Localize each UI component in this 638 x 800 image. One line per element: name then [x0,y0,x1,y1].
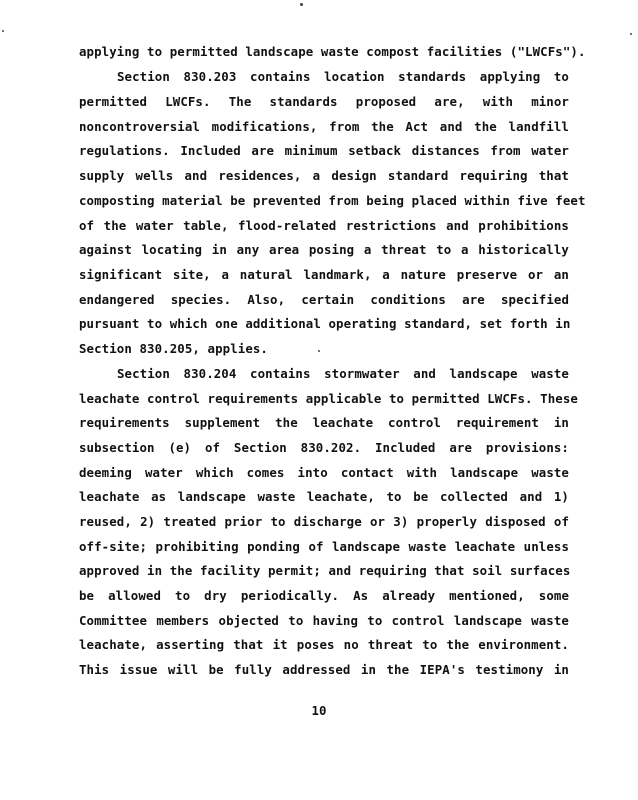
text-line: of the water table, flood-related restrictions and prohibitions [79,218,569,233]
text-line: leachate as landscape waste leachate, to be collected and 1) [79,489,569,504]
text-line: be allowed to dry periodically. As already mentioned, some [79,588,569,603]
text-line: applying to permitted landscape waste compost facilities ("LWCFs"). [79,44,586,59]
text-line: supply wells and residences, a design standard requiring that [79,168,569,183]
text-line: reused, 2) treated prior to discharge or 3) properly disposed of [79,514,569,529]
text-line: approved in the facility permit; and requiring that soil surfaces [79,563,571,578]
text-line: Section 830.204 contains stormwater and landscape waste [117,366,569,381]
text-line: Committee members objected to having to control landscape waste [79,613,569,628]
scan-speck [630,33,632,35]
text-line: leachate control requirements applicable to permitted LWCFs. These [79,391,578,406]
text-line: This issue will be fully addressed in the IEPA's testimony in [79,662,569,677]
text-line: leachate, asserting that it poses no threat to the environment. [79,637,569,652]
page-number: 10 [311,703,327,718]
text-line: subsection (e) of Section 830.202. Included are provisions: [79,440,569,455]
scan-speck [2,30,4,32]
text-line: pursuant to which one additional operating standard, set forth in [79,316,571,331]
text-line: against locating in any area posing a threat to a historically [79,242,569,257]
text-line: deeming water which comes into contact with landscape waste [79,465,569,480]
text-line: Section 830.205, applies. [79,341,268,356]
text-line: Section 830.203 contains location standards applying to [117,69,569,84]
text-line: off-site; prohibiting ponding of landscape waste leachate unless [79,539,569,554]
scan-speck [318,350,320,352]
text-line: permitted LWCFs. The standards proposed are, with minor [79,94,569,109]
text-line: significant site, a natural landmark, a nature preserve or an [79,267,569,282]
text-line: requirements supplement the leachate control requirement in [79,415,569,430]
text-line: noncontroversial modifications, from the Act and the landfill [79,119,569,134]
scan-speck [300,3,303,6]
text-line: regulations. Included are minimum setback distances from water [79,143,569,158]
text-line: endangered species. Also, certain conditions are specified [79,292,569,307]
text-line: composting material be prevented from being placed within five feet [79,193,586,208]
